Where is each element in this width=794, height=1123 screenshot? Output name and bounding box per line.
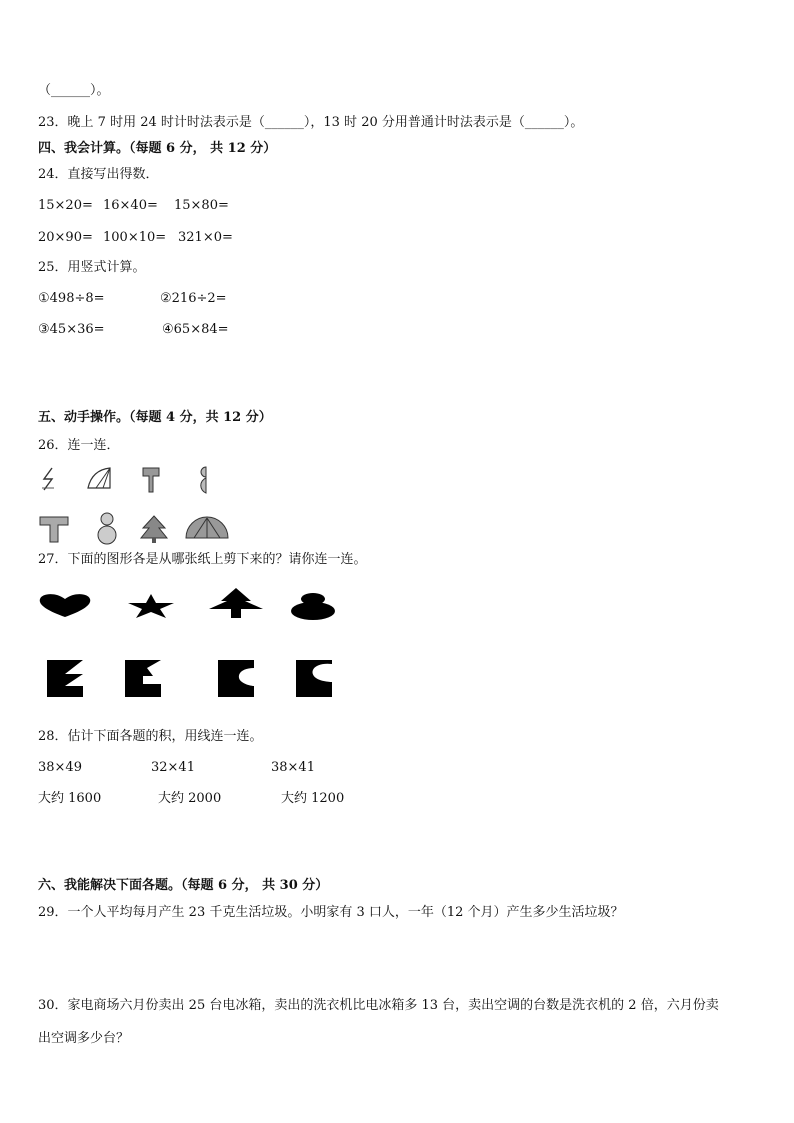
q28-estimate: 大约 1200 (281, 791, 345, 806)
folded-paper-4 (296, 660, 334, 698)
star-shape (127, 593, 175, 619)
q28-estimate: 大约 2000 (158, 791, 222, 806)
tree-shape (207, 587, 265, 619)
q28-expr: 38×49 (38, 760, 82, 775)
question-26: 26．连一连． (38, 438, 120, 453)
mushroom-shape (290, 591, 336, 621)
blank-line: （______）。 (38, 83, 110, 98)
question-30-line-1: 30．家电商场六月份卖出 25 台电冰箱，卖出的洗衣机比电冰箱多 13 台，卖出空调的台数是洗衣机的 2 倍，六月份卖 (38, 998, 719, 1013)
question-23: 23．晚上 7 时用 24 时计时法表示是（______），13 时 20 分用普通计时法表示是（______）。 (38, 115, 584, 130)
folded-paper-3 (218, 660, 256, 698)
question-28: 28．估计下面各题的积，用线连一连。 (38, 729, 263, 744)
half-lightning-icon (38, 466, 62, 492)
question-30-line-2: 出空调多少台？ (38, 1031, 130, 1046)
question-25: 25．用竖式计算。 (38, 260, 146, 275)
section-4-title: 四、我会计算。（每题 6 分， 共 12 分） (38, 141, 277, 156)
q25-item: ④65×84= (162, 322, 229, 337)
table-icon (38, 514, 70, 544)
q24-expr: 15×80= (174, 198, 229, 213)
folded-paper-2 (125, 660, 163, 698)
q24-expr: 16×40= (103, 198, 158, 213)
umbrella-icon (184, 514, 230, 542)
half-table-icon (141, 464, 163, 494)
folded-paper-1 (47, 660, 85, 698)
q28-estimate: 大约 1600 (38, 791, 102, 806)
snowman-icon (94, 511, 120, 545)
section-5-title: 五、动手操作。（每题 4 分，共 12 分） (38, 410, 272, 425)
q24-expr: 20×90= (38, 230, 93, 245)
q24-expr: 321×0= (178, 230, 233, 245)
q28-expr: 32×41 (151, 760, 195, 775)
question-27: 27．下面的图形各是从哪张纸上剪下来的？请你连一连。 (38, 552, 367, 567)
section-6-title: 六、我能解决下面各题。（每题 6 分， 共 30 分） (38, 878, 329, 893)
q25-item: ①498÷8= (38, 291, 105, 306)
question-24: 24．直接写出得数． (38, 167, 159, 182)
q25-item: ②216÷2= (160, 291, 227, 306)
q28-expr: 38×41 (271, 760, 315, 775)
q25-item: ③45×36= (38, 322, 105, 337)
question-29: 29．一个人平均每月产生 23 千克生活垃圾。小明家有 3 口人，一年（12 个月）产生多少生活垃圾？ (38, 905, 624, 920)
half-umbrella-icon (86, 466, 114, 492)
heart-shape (38, 593, 92, 619)
half-snowman-icon (194, 465, 210, 495)
tree-icon (139, 514, 169, 544)
q24-expr: 100×10= (103, 230, 167, 245)
q24-expr: 15×20= (38, 198, 93, 213)
